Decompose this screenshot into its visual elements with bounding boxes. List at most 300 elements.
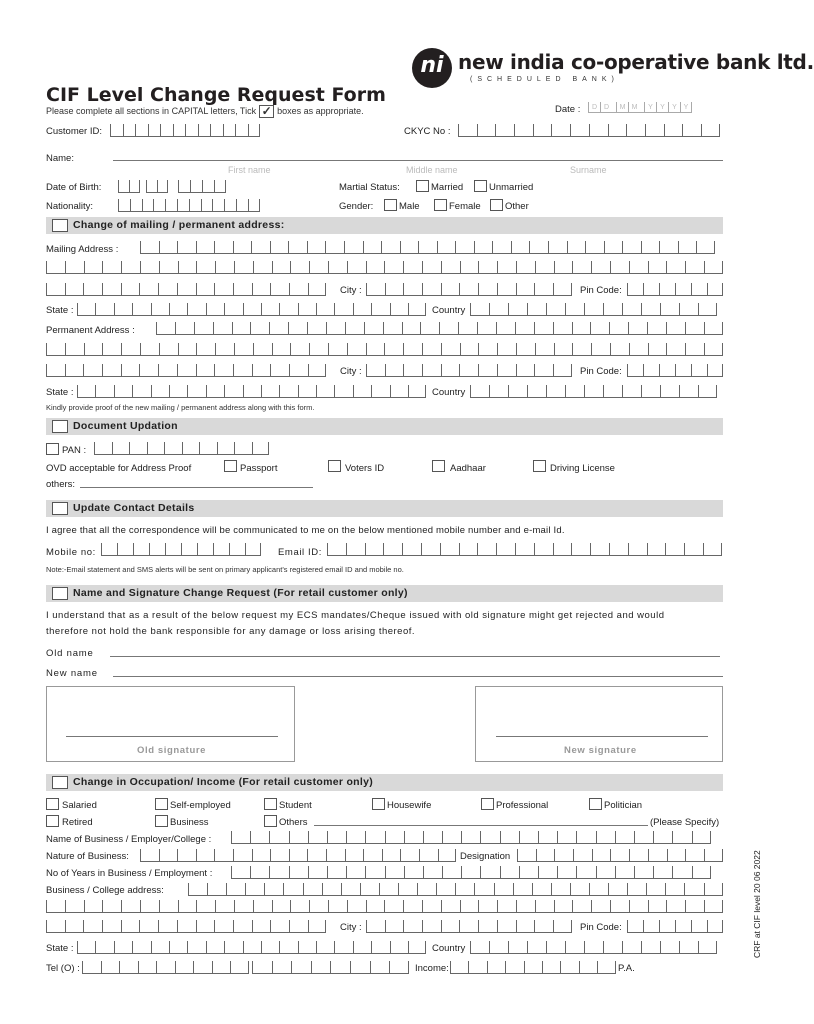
char-cell bbox=[212, 961, 231, 974]
char-cell bbox=[83, 364, 102, 377]
char-cell bbox=[198, 124, 211, 137]
char-cell bbox=[215, 900, 234, 913]
char-cell bbox=[253, 261, 272, 274]
surname-hint: Surname bbox=[570, 165, 607, 175]
mailing-pin-input[interactable] bbox=[627, 283, 723, 296]
nationality-label: Nationality: bbox=[46, 201, 93, 212]
char-cell bbox=[129, 442, 147, 455]
char-cell bbox=[177, 283, 196, 296]
char-cell bbox=[641, 941, 660, 954]
char-cell bbox=[253, 343, 272, 356]
char-cell bbox=[666, 322, 685, 335]
char-cell bbox=[478, 283, 497, 296]
char-cell bbox=[158, 920, 177, 933]
female-label: Female bbox=[449, 201, 481, 212]
char-cell bbox=[675, 283, 691, 296]
char-cell bbox=[196, 364, 215, 377]
income-input[interactable] bbox=[450, 961, 616, 974]
business-checkbox[interactable] bbox=[155, 815, 168, 827]
char-cell bbox=[403, 364, 422, 377]
char-cell bbox=[437, 241, 456, 254]
nature-business-label: Nature of Business: bbox=[46, 851, 129, 862]
char-cell bbox=[608, 883, 627, 896]
char-cell bbox=[480, 831, 499, 844]
char-cell bbox=[381, 241, 400, 254]
permanent-country-input[interactable] bbox=[470, 385, 717, 398]
new-name-input[interactable] bbox=[113, 676, 723, 677]
char-cell bbox=[341, 883, 360, 896]
char-cell bbox=[327, 543, 346, 556]
char-cell bbox=[553, 283, 572, 296]
char-cell bbox=[213, 543, 229, 556]
politician-checkbox[interactable] bbox=[589, 798, 602, 810]
char-cell bbox=[165, 199, 177, 212]
address-section-checkbox[interactable] bbox=[52, 219, 68, 232]
char-cell bbox=[570, 124, 589, 137]
char-cell bbox=[554, 343, 573, 356]
char-cell bbox=[641, 385, 660, 398]
designation-input[interactable] bbox=[517, 849, 723, 862]
mailing-address-line3[interactable] bbox=[46, 283, 326, 296]
permanent-pin-input[interactable] bbox=[627, 364, 723, 377]
document-section-title: Document Updation bbox=[73, 420, 178, 432]
char-cell bbox=[384, 261, 403, 274]
char-cell bbox=[382, 849, 401, 862]
mailing-country-label: Country bbox=[432, 305, 466, 316]
char-cell bbox=[307, 241, 326, 254]
char-cell bbox=[529, 241, 548, 254]
business-country-input[interactable] bbox=[470, 941, 717, 954]
char-cell bbox=[151, 303, 169, 316]
date-input[interactable] bbox=[588, 102, 692, 113]
ovd-label: OVD acceptable for Address Proof bbox=[46, 463, 192, 474]
others-doc-label: others: bbox=[46, 479, 76, 490]
char-cell bbox=[202, 180, 214, 193]
char-cell bbox=[334, 303, 352, 316]
char-cell bbox=[421, 543, 440, 556]
char-cell bbox=[269, 322, 288, 335]
char-cell bbox=[46, 364, 65, 377]
date-label: Date : bbox=[555, 104, 581, 115]
char-cell bbox=[527, 941, 546, 954]
char-cell bbox=[234, 343, 253, 356]
char-cell bbox=[290, 261, 309, 274]
permanent-city-input[interactable] bbox=[366, 364, 572, 377]
occupation-section-checkbox[interactable] bbox=[52, 776, 68, 789]
char-cell bbox=[251, 241, 270, 254]
char-cell bbox=[565, 303, 584, 316]
char-cell bbox=[151, 385, 169, 398]
bank-logo-glyph: ni bbox=[420, 53, 444, 78]
char-cell bbox=[279, 385, 297, 398]
char-cell bbox=[233, 241, 252, 254]
driving-license-checkbox[interactable] bbox=[533, 460, 546, 472]
char-cell bbox=[334, 941, 352, 954]
char-cell bbox=[178, 261, 197, 274]
char-cell bbox=[648, 900, 667, 913]
char-cell bbox=[527, 303, 546, 316]
char-cell bbox=[423, 831, 442, 844]
char-cell bbox=[330, 961, 350, 974]
char-cell bbox=[270, 241, 289, 254]
signature-section-title: Name and Signature Change Request (For retail customer only) bbox=[73, 587, 408, 599]
char-cell bbox=[165, 543, 181, 556]
employer-input[interactable] bbox=[231, 831, 711, 844]
char-cell bbox=[704, 261, 723, 274]
char-cell bbox=[345, 322, 364, 335]
char-cell bbox=[309, 900, 328, 913]
tick-example-icon: ✓ bbox=[259, 105, 274, 118]
char-cell bbox=[685, 849, 704, 862]
char-cell bbox=[133, 543, 149, 556]
gender-label: Gender: bbox=[339, 201, 374, 212]
self-employed-checkbox[interactable] bbox=[155, 798, 168, 810]
char-cell bbox=[121, 343, 140, 356]
business-address-line3[interactable] bbox=[46, 920, 326, 933]
char-cell bbox=[272, 961, 292, 974]
char-cell bbox=[201, 199, 213, 212]
char-cell bbox=[516, 900, 535, 913]
char-cell bbox=[190, 180, 202, 193]
char-cell bbox=[546, 941, 565, 954]
married-checkbox[interactable] bbox=[416, 180, 429, 192]
nature-business-input[interactable] bbox=[140, 849, 456, 862]
char-cell bbox=[196, 343, 215, 356]
char-cell bbox=[553, 920, 572, 933]
char-cell bbox=[353, 941, 371, 954]
char-cell bbox=[659, 241, 678, 254]
mobile-input[interactable] bbox=[101, 543, 261, 556]
char-cell bbox=[553, 543, 572, 556]
char-cell bbox=[149, 543, 165, 556]
char-cell bbox=[470, 941, 489, 954]
permanent-city-label: City : bbox=[340, 366, 362, 377]
permanent-address-line3[interactable] bbox=[46, 364, 326, 377]
aadhaar-checkbox[interactable] bbox=[432, 460, 445, 472]
char-cell bbox=[234, 900, 253, 913]
tel-number-input[interactable] bbox=[252, 961, 409, 974]
mailing-address-line1[interactable] bbox=[140, 241, 715, 254]
char-cell bbox=[121, 261, 140, 274]
char-cell bbox=[82, 961, 101, 974]
char-cell bbox=[497, 261, 516, 274]
char-cell bbox=[554, 261, 573, 274]
char-cell bbox=[646, 883, 665, 896]
mailing-city-input[interactable] bbox=[366, 283, 572, 296]
char-cell bbox=[363, 241, 382, 254]
char-cell bbox=[214, 283, 233, 296]
char-cell bbox=[114, 941, 132, 954]
signature-section-checkbox[interactable] bbox=[52, 587, 68, 600]
char-cell bbox=[207, 883, 226, 896]
char-cell bbox=[627, 883, 646, 896]
char-cell bbox=[519, 866, 538, 879]
char-cell bbox=[132, 385, 150, 398]
char-cell bbox=[450, 961, 468, 974]
char-cell bbox=[308, 920, 327, 933]
char-cell bbox=[322, 883, 341, 896]
char-cell bbox=[487, 961, 505, 974]
char-cell bbox=[517, 849, 536, 862]
char-cell bbox=[390, 385, 408, 398]
char-cell bbox=[177, 849, 196, 862]
char-cell bbox=[245, 883, 264, 896]
business-address-line2[interactable] bbox=[46, 900, 723, 913]
housewife-checkbox[interactable] bbox=[372, 798, 385, 810]
pan-input[interactable] bbox=[94, 442, 269, 455]
char-cell bbox=[250, 322, 269, 335]
occupation-section-header bbox=[46, 774, 723, 791]
char-cell bbox=[565, 385, 584, 398]
char-cell bbox=[389, 961, 409, 974]
permanent-state-label: State : bbox=[46, 387, 74, 398]
char-cell bbox=[102, 364, 121, 377]
char-cell bbox=[590, 543, 609, 556]
char-cell bbox=[675, 364, 691, 377]
address-section-header bbox=[46, 217, 723, 234]
char-cell bbox=[270, 849, 289, 862]
char-cell bbox=[534, 322, 553, 335]
char-cell bbox=[408, 385, 426, 398]
char-cell bbox=[303, 883, 322, 896]
income-label: Income: bbox=[415, 963, 449, 974]
char-cell bbox=[309, 261, 328, 274]
email-input[interactable] bbox=[327, 543, 722, 556]
char-cell bbox=[459, 364, 478, 377]
char-cell bbox=[704, 343, 723, 356]
char-cell bbox=[478, 900, 497, 913]
signature-para-2: therefore not hold the bank responsible for any damage or loss arising thereof. bbox=[46, 626, 416, 637]
char-cell bbox=[534, 543, 553, 556]
char-cell bbox=[364, 322, 383, 335]
char-cell bbox=[691, 920, 707, 933]
aadhaar-label: Aadhaar bbox=[450, 463, 486, 474]
date-cell: M bbox=[628, 102, 640, 113]
char-cell bbox=[615, 831, 634, 844]
char-cell bbox=[570, 883, 589, 896]
contact-section-checkbox[interactable] bbox=[52, 502, 68, 515]
unmarried-label: Unmarried bbox=[489, 182, 534, 193]
char-cell bbox=[610, 900, 629, 913]
dob-month-input[interactable] bbox=[146, 180, 168, 193]
char-cell bbox=[442, 831, 461, 844]
form-code: CRF at CIF level 20 06 2022 bbox=[752, 850, 762, 958]
char-cell bbox=[384, 343, 403, 356]
char-cell bbox=[516, 364, 535, 377]
char-cell bbox=[385, 920, 404, 933]
old-name-input[interactable] bbox=[110, 656, 720, 657]
char-cell bbox=[298, 385, 316, 398]
char-cell bbox=[385, 283, 404, 296]
char-cell bbox=[648, 261, 667, 274]
char-cell bbox=[675, 920, 691, 933]
voters-id-checkbox[interactable] bbox=[328, 460, 341, 472]
char-cell bbox=[477, 124, 496, 137]
others-occupation-checkbox[interactable] bbox=[264, 815, 277, 827]
char-cell bbox=[290, 343, 309, 356]
char-cell bbox=[366, 283, 385, 296]
pan-checkbox[interactable] bbox=[46, 443, 59, 455]
date-cell: Y bbox=[644, 102, 656, 113]
char-cell bbox=[653, 831, 672, 844]
customer-id-input[interactable] bbox=[110, 124, 260, 137]
char-cell bbox=[261, 941, 279, 954]
name-label: Name: bbox=[46, 153, 74, 164]
char-cell bbox=[455, 883, 474, 896]
permanent-address-line2[interactable] bbox=[46, 343, 723, 356]
char-cell bbox=[698, 385, 717, 398]
mailing-address-line2[interactable] bbox=[46, 261, 723, 274]
char-cell bbox=[513, 883, 532, 896]
char-cell bbox=[95, 941, 113, 954]
designation-label: Designation bbox=[460, 851, 511, 862]
char-cell bbox=[403, 920, 422, 933]
char-cell bbox=[344, 241, 363, 254]
char-cell bbox=[696, 241, 715, 254]
char-cell bbox=[187, 303, 205, 316]
char-cell bbox=[660, 941, 679, 954]
mailing-state-label: State : bbox=[46, 305, 74, 316]
char-cell bbox=[289, 364, 308, 377]
passport-checkbox[interactable] bbox=[224, 460, 237, 472]
student-checkbox[interactable] bbox=[264, 798, 277, 810]
dob-day-input[interactable] bbox=[118, 180, 140, 193]
char-cell bbox=[478, 343, 497, 356]
char-cell bbox=[533, 124, 552, 137]
char-cell bbox=[363, 849, 382, 862]
signature-para-1: I understand that as a result of the below request my ECS mandates/Cheque issued with old signature might get rejected and would bbox=[46, 610, 665, 621]
salaried-checkbox[interactable] bbox=[46, 798, 59, 810]
mailing-state-input[interactable] bbox=[77, 303, 426, 316]
char-cell bbox=[685, 261, 704, 274]
years-business-input[interactable] bbox=[231, 866, 711, 879]
char-cell bbox=[159, 900, 178, 913]
char-cell bbox=[84, 900, 103, 913]
char-cell bbox=[112, 442, 130, 455]
char-cell bbox=[346, 831, 365, 844]
char-cell bbox=[538, 866, 557, 879]
permanent-state-input[interactable] bbox=[77, 385, 426, 398]
char-cell bbox=[439, 322, 458, 335]
char-cell bbox=[629, 343, 648, 356]
pan-label: PAN : bbox=[62, 445, 87, 456]
char-cell bbox=[366, 364, 385, 377]
char-cell bbox=[560, 961, 578, 974]
name-input[interactable] bbox=[113, 160, 723, 161]
other-checkbox[interactable] bbox=[490, 199, 503, 211]
dob-year-input[interactable] bbox=[178, 180, 226, 193]
char-cell bbox=[500, 831, 519, 844]
char-cell bbox=[102, 900, 121, 913]
char-cell bbox=[169, 941, 187, 954]
business-pin-input[interactable] bbox=[627, 920, 723, 933]
char-cell bbox=[553, 364, 572, 377]
char-cell bbox=[519, 831, 538, 844]
bank-name: new india co-operative bank ltd. bbox=[458, 50, 814, 74]
char-cell bbox=[196, 920, 215, 933]
char-cell bbox=[489, 941, 508, 954]
char-cell bbox=[159, 849, 178, 862]
business-address-line1[interactable] bbox=[188, 883, 723, 896]
char-cell bbox=[119, 961, 138, 974]
document-section-checkbox[interactable] bbox=[52, 420, 68, 433]
please-specify-label: (Please Specify) bbox=[650, 817, 720, 828]
ckyc-input[interactable] bbox=[458, 124, 720, 137]
permanent-pin-label: Pin Code: bbox=[580, 366, 622, 377]
char-cell bbox=[308, 364, 327, 377]
char-cell bbox=[508, 941, 527, 954]
char-cell bbox=[403, 343, 422, 356]
char-cell bbox=[478, 920, 497, 933]
male-checkbox[interactable] bbox=[384, 199, 397, 211]
char-cell bbox=[353, 385, 371, 398]
char-cell bbox=[436, 883, 455, 896]
nationality-input[interactable] bbox=[118, 199, 260, 212]
char-cell bbox=[505, 961, 523, 974]
professional-checkbox[interactable] bbox=[481, 798, 494, 810]
char-cell bbox=[610, 343, 629, 356]
female-checkbox[interactable] bbox=[434, 199, 447, 211]
char-cell bbox=[440, 543, 459, 556]
char-cell bbox=[516, 920, 535, 933]
new-name-label: New name bbox=[46, 668, 98, 679]
char-cell bbox=[385, 364, 404, 377]
char-cell bbox=[641, 241, 660, 254]
char-cell bbox=[196, 261, 215, 274]
char-cell bbox=[83, 283, 102, 296]
char-cell bbox=[554, 900, 573, 913]
char-cell bbox=[643, 364, 659, 377]
permanent-address-line1[interactable] bbox=[156, 322, 723, 335]
char-cell bbox=[250, 866, 269, 879]
char-cell bbox=[169, 385, 187, 398]
char-cell bbox=[77, 941, 95, 954]
char-cell bbox=[243, 303, 261, 316]
char-cell bbox=[153, 199, 165, 212]
years-business-label: No of Years in Business / Employment : bbox=[46, 868, 213, 879]
permanent-address-label: Permanent Address : bbox=[46, 325, 135, 336]
unmarried-checkbox[interactable] bbox=[474, 180, 487, 192]
char-cell bbox=[316, 941, 334, 954]
char-cell bbox=[470, 385, 489, 398]
others-occupation-input[interactable] bbox=[314, 825, 648, 826]
char-cell bbox=[684, 883, 703, 896]
char-cell bbox=[557, 866, 576, 879]
mailing-address-label: Mailing Address : bbox=[46, 244, 119, 255]
char-cell bbox=[461, 831, 480, 844]
char-cell bbox=[84, 343, 103, 356]
business-state-input[interactable] bbox=[77, 941, 426, 954]
char-cell bbox=[196, 849, 215, 862]
char-cell bbox=[159, 343, 178, 356]
mailing-country-input[interactable] bbox=[470, 303, 717, 316]
new-signature-line bbox=[496, 736, 708, 737]
old-signature-label: Old signature bbox=[137, 745, 207, 756]
char-cell bbox=[666, 343, 685, 356]
business-city-input[interactable] bbox=[366, 920, 572, 933]
char-cell bbox=[101, 543, 117, 556]
char-cell bbox=[508, 385, 527, 398]
date-cell: Y bbox=[656, 102, 668, 113]
char-cell bbox=[140, 343, 159, 356]
char-cell bbox=[185, 124, 198, 137]
others-doc-input[interactable] bbox=[80, 487, 313, 488]
char-cell bbox=[232, 322, 251, 335]
retired-checkbox[interactable] bbox=[46, 815, 59, 827]
char-cell bbox=[289, 831, 308, 844]
tel-std-input[interactable] bbox=[82, 961, 249, 974]
char-cell bbox=[210, 124, 223, 137]
